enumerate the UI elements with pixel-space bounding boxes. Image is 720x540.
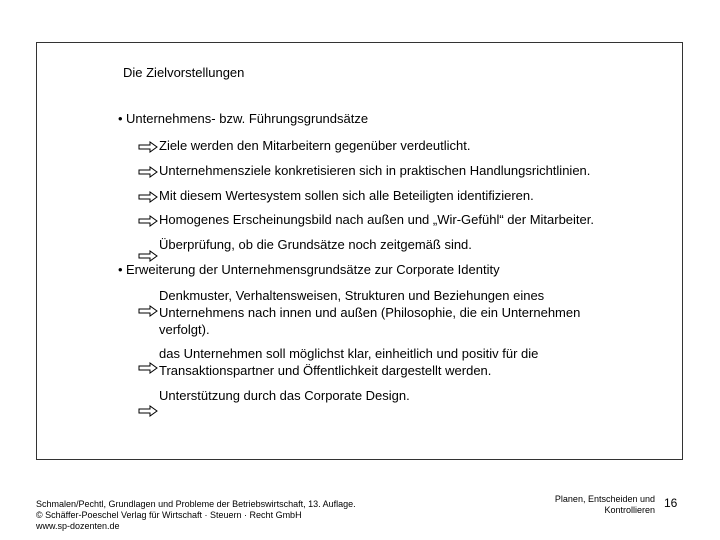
- arrow-right-icon: [138, 166, 158, 178]
- arrow-right-icon: [138, 250, 158, 262]
- list-item: Homogenes Erscheinungsbild nach außen und „Wir-Gefühl“ der Mitarbeiter.: [159, 212, 594, 227]
- arrow-right-icon: [138, 191, 158, 203]
- list-item: Unternehmensziele konkretisieren sich in praktischen Handlungsrichtlinien.: [159, 163, 591, 178]
- section-heading-corporate-identity: [118, 262, 500, 277]
- footer-chapter-line2: Kontrollieren: [604, 505, 655, 515]
- page-number: 16: [664, 496, 678, 510]
- slide-title: Die Zielvorstellungen: [123, 65, 245, 80]
- arrow-right-icon: [138, 362, 158, 374]
- section-heading-label: Unternehmens- bzw. Führungsgrundsätze: [126, 111, 369, 126]
- section-heading-fuehrungsgrundsaetze: [118, 111, 368, 126]
- list-item: das Unternehmen soll möglichst klar, einheitlich und positiv für die Transaktionspartner und Öffentlichkeit dargestellt werden.: [159, 346, 539, 378]
- footer-source: [36, 499, 356, 532]
- arrow-right-icon: [138, 141, 158, 153]
- list-item: Unterstützung durch das Corporate Design.: [159, 388, 410, 403]
- list-item: Denkmuster, Verhaltensweisen, Strukturen und Beziehungen eines Unternehmens nach innen und außen (Philosophie, die ein Unternehmen verfolgt).: [159, 288, 581, 337]
- footer-source-publisher: © Schäffer-Poeschel Verlag für Wirtschaft · Steuern · Recht GmbH: [36, 510, 302, 520]
- footer-chapter-line1: Planen, Entscheiden und: [554, 494, 655, 504]
- arrow-right-icon: [138, 215, 158, 227]
- footer-source-citation: Schmalen/Pechtl, Grundlagen und Probleme der Betriebswirtschaft, 13. Auflage.: [36, 499, 356, 509]
- list-item: Überprüfung, ob die Grundsätze noch zeitgemäß sind.: [159, 237, 472, 252]
- arrow-right-icon: [138, 405, 158, 417]
- footer-source-url: www.sp-dozenten.de: [36, 521, 120, 531]
- footer-chapter: [555, 494, 655, 516]
- section-heading-label: Erweiterung der Unternehmensgrundsätze zur Corporate Identity: [126, 262, 500, 277]
- bullet-marker: •: [118, 262, 123, 277]
- list-item: Ziele werden den Mitarbeitern gegenüber verdeutlicht.: [159, 138, 471, 153]
- arrow-right-icon: [138, 305, 158, 317]
- bullet-marker: •: [118, 111, 123, 126]
- list-item: Mit diesem Wertesystem sollen sich alle Beteiligten identifizieren.: [159, 188, 534, 203]
